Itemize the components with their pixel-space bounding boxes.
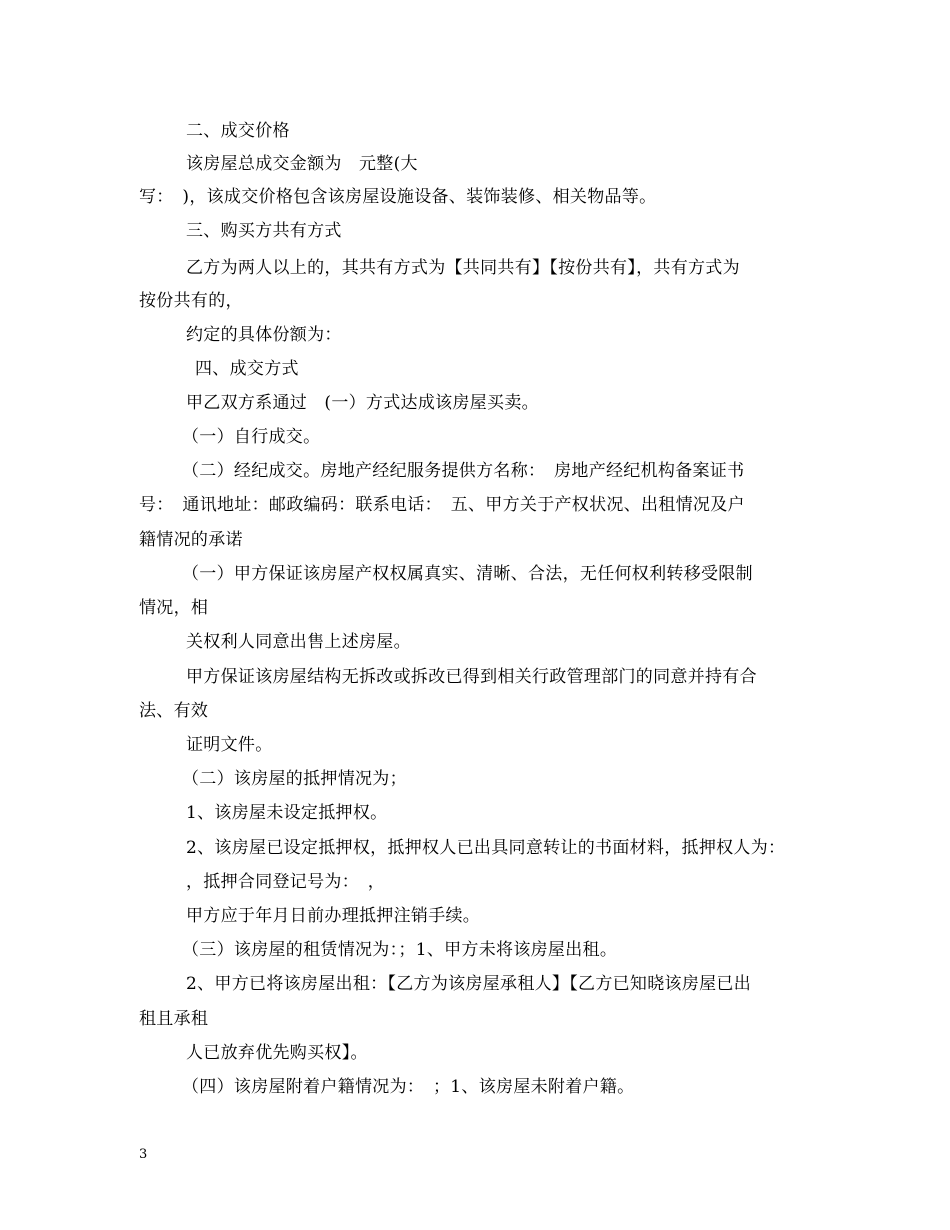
text-line: 证明文件。 (186, 735, 273, 755)
text-line: 1、该房屋未设定抵押权。 (186, 803, 388, 823)
section-heading-transaction-method: 四、成交方式 (195, 359, 299, 379)
text-line: 法、有效 (139, 701, 209, 721)
text-line: 人已放弃优先购买权】。 (186, 1043, 368, 1063)
text-line: （三）该房屋的租赁情况为：；1、甲方未将该房屋出租。 (182, 940, 618, 960)
text-line: 籍情况的承诺 (139, 530, 243, 550)
section-heading-co-ownership: 三、购买方共有方式 (186, 221, 342, 241)
text-line: 写： )，该成交价格包含该房屋设施设备、装饰装修、相关物品等。 (139, 187, 657, 207)
text-line: 约定的具体份额为： (186, 325, 342, 345)
text-line: 该房屋总成交金额为 元整(大 (186, 154, 418, 174)
text-line: （二）该房屋的抵押情况为； (182, 769, 407, 789)
text-line: （四）该房屋附着户籍情况为： ；1、该房屋未附着户籍。 (182, 1077, 635, 1097)
text-line: 2、甲方已将该房屋出租：【乙方为该房屋承租人】【乙方已知晓该房屋已出 (186, 974, 752, 994)
text-line: 租且承租 (139, 1009, 209, 1029)
text-line: 关权利人同意出售上述房屋。 (186, 632, 411, 652)
text-line: （一）甲方保证该房屋产权权属真实、清晰、合法，无任何权利转移受限制 (182, 564, 753, 584)
text-line: ，抵押合同登记号为： ， (186, 872, 386, 892)
text-line: 甲方保证该房屋结构无拆改或拆改已得到相关行政管理部门的同意并持有合 (186, 667, 757, 687)
text-line: 按份共有的， (139, 291, 243, 311)
text-line: 情况，相 (139, 598, 209, 618)
page-number: 3 (139, 1147, 148, 1162)
section-heading-price: 二、成交价格 (186, 121, 290, 141)
text-line: （一）自行成交。 (182, 427, 321, 447)
text-line: 号： 通讯地址：邮政编码：联系电话： 五、甲方关于产权状况、出租情况及户 (139, 495, 745, 515)
text-line: 乙方为两人以上的，其共有方式为【共同共有】【按份共有】，共有方式为 (186, 258, 740, 278)
text-line: 甲方应于年月日前办理抵押注销手续。 (186, 906, 481, 926)
text-line: 甲乙双方系通过 (一）方式达成该房屋买卖。 (186, 393, 539, 413)
text-line: （二）经纪成交。房地产经纪服务提供方名称： 房地产经纪机构备案证书 (182, 461, 745, 481)
text-line: 2、该房屋已设定抵押权，抵押权人已出具同意转让的书面材料，抵押权人为： (186, 838, 786, 858)
